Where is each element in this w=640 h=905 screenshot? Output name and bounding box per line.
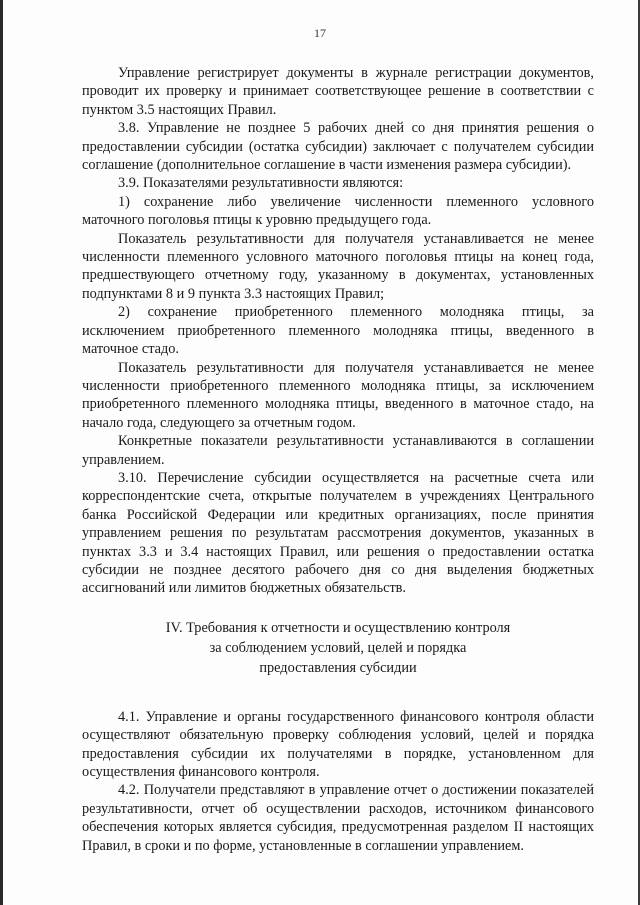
paragraph: 4.1. Управление и органы государственного финансового контроля области осуществляют обязательную проверку соблюдения условий, целей и порядка предоставления субсидии их получателями в порядке, установленном для осуществления финансового контроля. [82,708,594,780]
page-number: 17 [314,26,326,40]
section-heading-line: предоставления субсидии [259,659,417,676]
paragraph: Показатель результативности для получателя устанавливается не менее численности приобретенного племенного молодняка птицы, за исключением приобретенного племенного молодняка птицы, введенного в маточное стадо, на начало года, следующего за отчетным годом. [82,359,594,431]
paragraph: Конкретные показатели результативности устанавливаются в соглашении управлением. [82,433,594,468]
paragraph: 3.9. Показателями результативности являются: [118,175,404,192]
paragraph: 1) сохранение либо увеличение численности племенного условного маточного поголовья птицы к уровню предыдущего года. [82,193,594,229]
paragraph: 2) сохранение приобретенного племенного молодняка птицы, за исключением приобретенного племенного молодняка птицы, введенного в маточное стадо. [82,304,594,358]
paragraph: 3.10. Перечисление субсидии осуществляется на расчетные счета или корреспондентские счета, открытые получателем в учреждениях Центрального банка Российской Федерации или кредитных организациях, после принятия управлением решения по результатам рассмотрения документов, указанных в пунктах 3.3 и 3.4 настоящих Правил, или решения о предоставлении остатка субсидии не позднее десятого рабочего дня со дня выделения бюджетных ассигнований или лимитов бюджетных обязательств. [82,469,594,597]
section-heading-line: за соблюдением условий, целей и порядка [209,639,467,656]
paragraph: 4.2. Получатели представляют в управление отчет о достижении показателей результативности, отчет об осуществлении расходов, источником финансового обеспечения которых является субсидия, предусмотренная разделом II настоящих Правил, в сроки и по форме, установленные в соглашении управлением. [82,782,594,854]
paragraph: Показатель результативности для получателя устанавливается не менее численности племенного условного маточного поголовья птицы на конец года, предшествующего отчетному году, указанному в документах, установленных подпунктами 8 и 9 пункта 3.3 настоящих Правил; [82,230,594,302]
paragraph: 3.8. Управление не позднее 5 рабочих дней со дня принятия решения о предоставлении субсидии (остатка субсидии) заключает с получателем субсидии соглашение (дополнительное соглашение в части изменения размера субсидии). [82,120,594,174]
document-body [82,64,594,855]
scan-border-left [0,0,3,905]
paragraph: Управление регистрирует документы в журнале регистрации документов, проводит их проверку и принимает соответствующее решение в соответствии с пунктом 3.5 настоящих Правил. [82,65,594,118]
section-heading [82,618,594,678]
section-heading-line: IV. Требования к отчетности и осуществлению контроля [165,619,511,636]
